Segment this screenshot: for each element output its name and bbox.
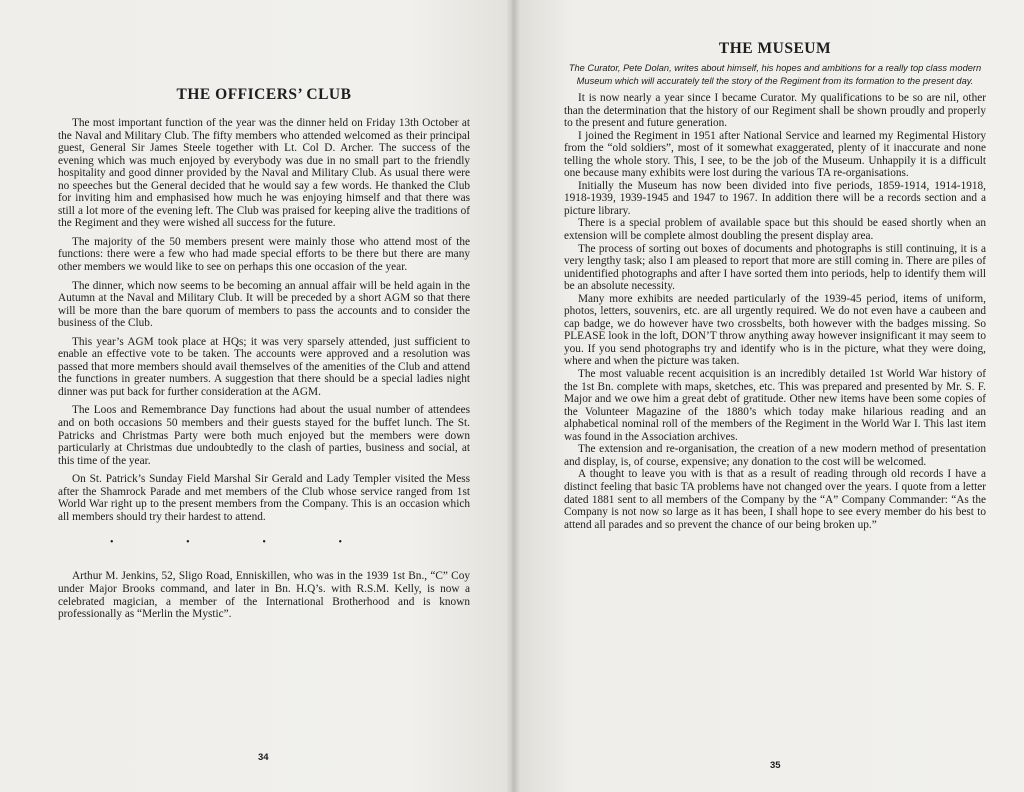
article-paragraph: I joined the Regiment in 1951 after National Service and learned my Regimental History from the “old soldiers”, most of it somewhat exaggerated, plenty of it inaccurate and none telling the whole story. This, I see, to be the job of the Museum. Unhappily it is a difficult one because many exhibits were lost during the various TA re-organisations.: [564, 129, 986, 180]
article-paragraph: Initially the Museum has now been divided into five periods, 1859-1914, 1914-1918, 1918-1939, 1939-1945 and 1947 to 1967. In addition there will be a records section and a picture library.: [564, 179, 986, 217]
member-note-text: Arthur M. Jenkins, 52, Sligo Road, Enniskillen, who was in the 1939 1st Bn., “C” Coy under Major Brooks command, and later in Bn. H.Q’s. with R.S.M. Kelly, is now a celebrated magician, a member of the International Brotherhood and is known professionally as “Merlin the Mystic”.: [58, 570, 470, 621]
member-note: [58, 570, 470, 620]
article-paragraph: The extension and re-organisation, the creation of a new modern method of presentation and display, is, of course, expensive; any donation to the cost will be welcomed.: [564, 443, 986, 468]
article-paragraph: Many more exhibits are needed particularly of the 1939-45 period, items of uniform, photos, letters, souvenirs, etc. are all urgently required. We do not even have a caubeen and cap badge, we do however have two crossbelts, both however with the badges missing. So PLEASE look in the loft, DON’T throw anything away however insignificant it may seem to you. If you send photographs try and identify who is in the picture, what they were doing, where and when the picture was taken.: [564, 292, 986, 368]
museum-subtitle: The Curator, Pete Dolan, writes about himself, his hopes and ambitions for a really top class modern Museum which will accurately tell the story of the Regiment from its formation to the present day.: [568, 63, 982, 86]
page-number-right: 35: [770, 760, 781, 771]
museum-title: THE MUSEUM: [718, 40, 832, 57]
article-paragraph: The dinner, which now seems to be becoming an annual affair will be held again in the Autumn at the Naval and Military Club. It will be preceded by a short AGM so that there will be more than the bare quorum of members to pass the accounts and to consider the business of the Club.: [58, 279, 470, 330]
right-page: [512, 0, 1024, 792]
article-paragraph: On St. Patrick’s Sunday Field Marshal Sir Gerald and Lady Templer visited the Mess after the Shamrock Parade and met members of the Club whose service ranged from 1st World War right up to the present members from the Company. This is an occasion which all members should try their hardest to attend.: [58, 473, 470, 523]
article-paragraph: The Loos and Remembrance Day functions had about the usual number of attendees and on both occasions 50 members and their guests stayed for the buffet lunch. The St. Patricks and Christmas Party were both much enjoyed but the members were down particularly at Christmas due undoubtedly to the clash of parties, business and social, at this time of the year.: [58, 404, 470, 467]
right-column: [564, 40, 986, 531]
article-paragraph: The process of sorting out boxes of documents and photographs is still continuing, it is a very lengthy task; also I am pleased to report that more are still coming in. There are piles of unidentified photographs and after I have sorted them into periods, help to identify them will be an absolute necessity.: [564, 242, 986, 293]
page-number-left: 34: [258, 752, 269, 763]
article-paragraph: A thought to leave you with is that as a result of reading through old records I have a distinct feeling that basic TA problems have not changed over the years. I quote from a letter dated 1881 sent to all members of the Company by the “A” Company Commander: “As the Company is not now so large as it has been, I shall hope to see every member do his best to attend all parades and so prevent the chance of our being broken up.”: [564, 468, 986, 531]
book-gutter-shadow: [506, 0, 520, 792]
article-paragraph: It is now nearly a year since I became Curator. My qualifications to be so are nil, other than the determination that the history of our Regiment shall be shown proudly and properly to the present and future generation.: [564, 92, 986, 130]
article-paragraph: The majority of the 50 members present were mainly those who attend most of the functions: there were a few who had made special efforts to be there but there are many other members we would like to see on perhaps this one occasion of the year.: [58, 235, 470, 274]
separator-dot: •: [338, 537, 342, 549]
officers-club-title: THE OFFICERS’ CLUB: [176, 86, 352, 103]
separator-dot: •: [262, 537, 266, 549]
section-separator: [110, 537, 342, 548]
article-paragraph: This year’s AGM took place at HQs; it was very sparsely attended, just sufficient to enable an effective vote to be taken. The accounts were approved and a resolution was passed that more members should avail themselves of the amenities of the Club and attend the functions in greater numbers. A suggestion that there should be a special ladies night dinner was put back for further consideration at the AGM.: [58, 335, 470, 398]
article-paragraph: There is a special problem of available space but this should be eased shortly when an extension will be complete almost doubling the present display area.: [564, 217, 986, 243]
separator-dot: •: [186, 537, 190, 549]
separator-dot: •: [110, 537, 114, 549]
left-column: [58, 86, 470, 627]
article-paragraph: The most important function of the year was the dinner held on Friday 13th October at the Naval and Military Club. The fifty members who attended welcomed as their principal guest, General Sir James Steele together with Lt. Col D. Archer. The success of the evening which was much enjoyed by everybody was due in no small part to the friendly hospitality and good dinner provided by the Naval and Military Club. As usual there were no speeches but the General decided that he would say a few words. He thanked the Club for inviting him and emphasised how much he was enjoying himself and that there was still a lot more of the evening left. The Club was praised for keeping alive the traditions of the Regiment and they were wished all success for the future.: [58, 117, 470, 230]
article-paragraph: The most valuable recent acquisition is an incredibly detailed 1st World War history of the 1st Bn. complete with maps, sketches, etc. This was prepared and presented by Mr. S. F. Major and we owe him a great debt of gratitude. Other new items have been some copies of the Volunteer Magazine of the 1880’s which today make hilarious reading and an alphabetical nominal roll of the members of the Regiment in the World War I. This last item was found in the Association archives.: [564, 368, 986, 443]
